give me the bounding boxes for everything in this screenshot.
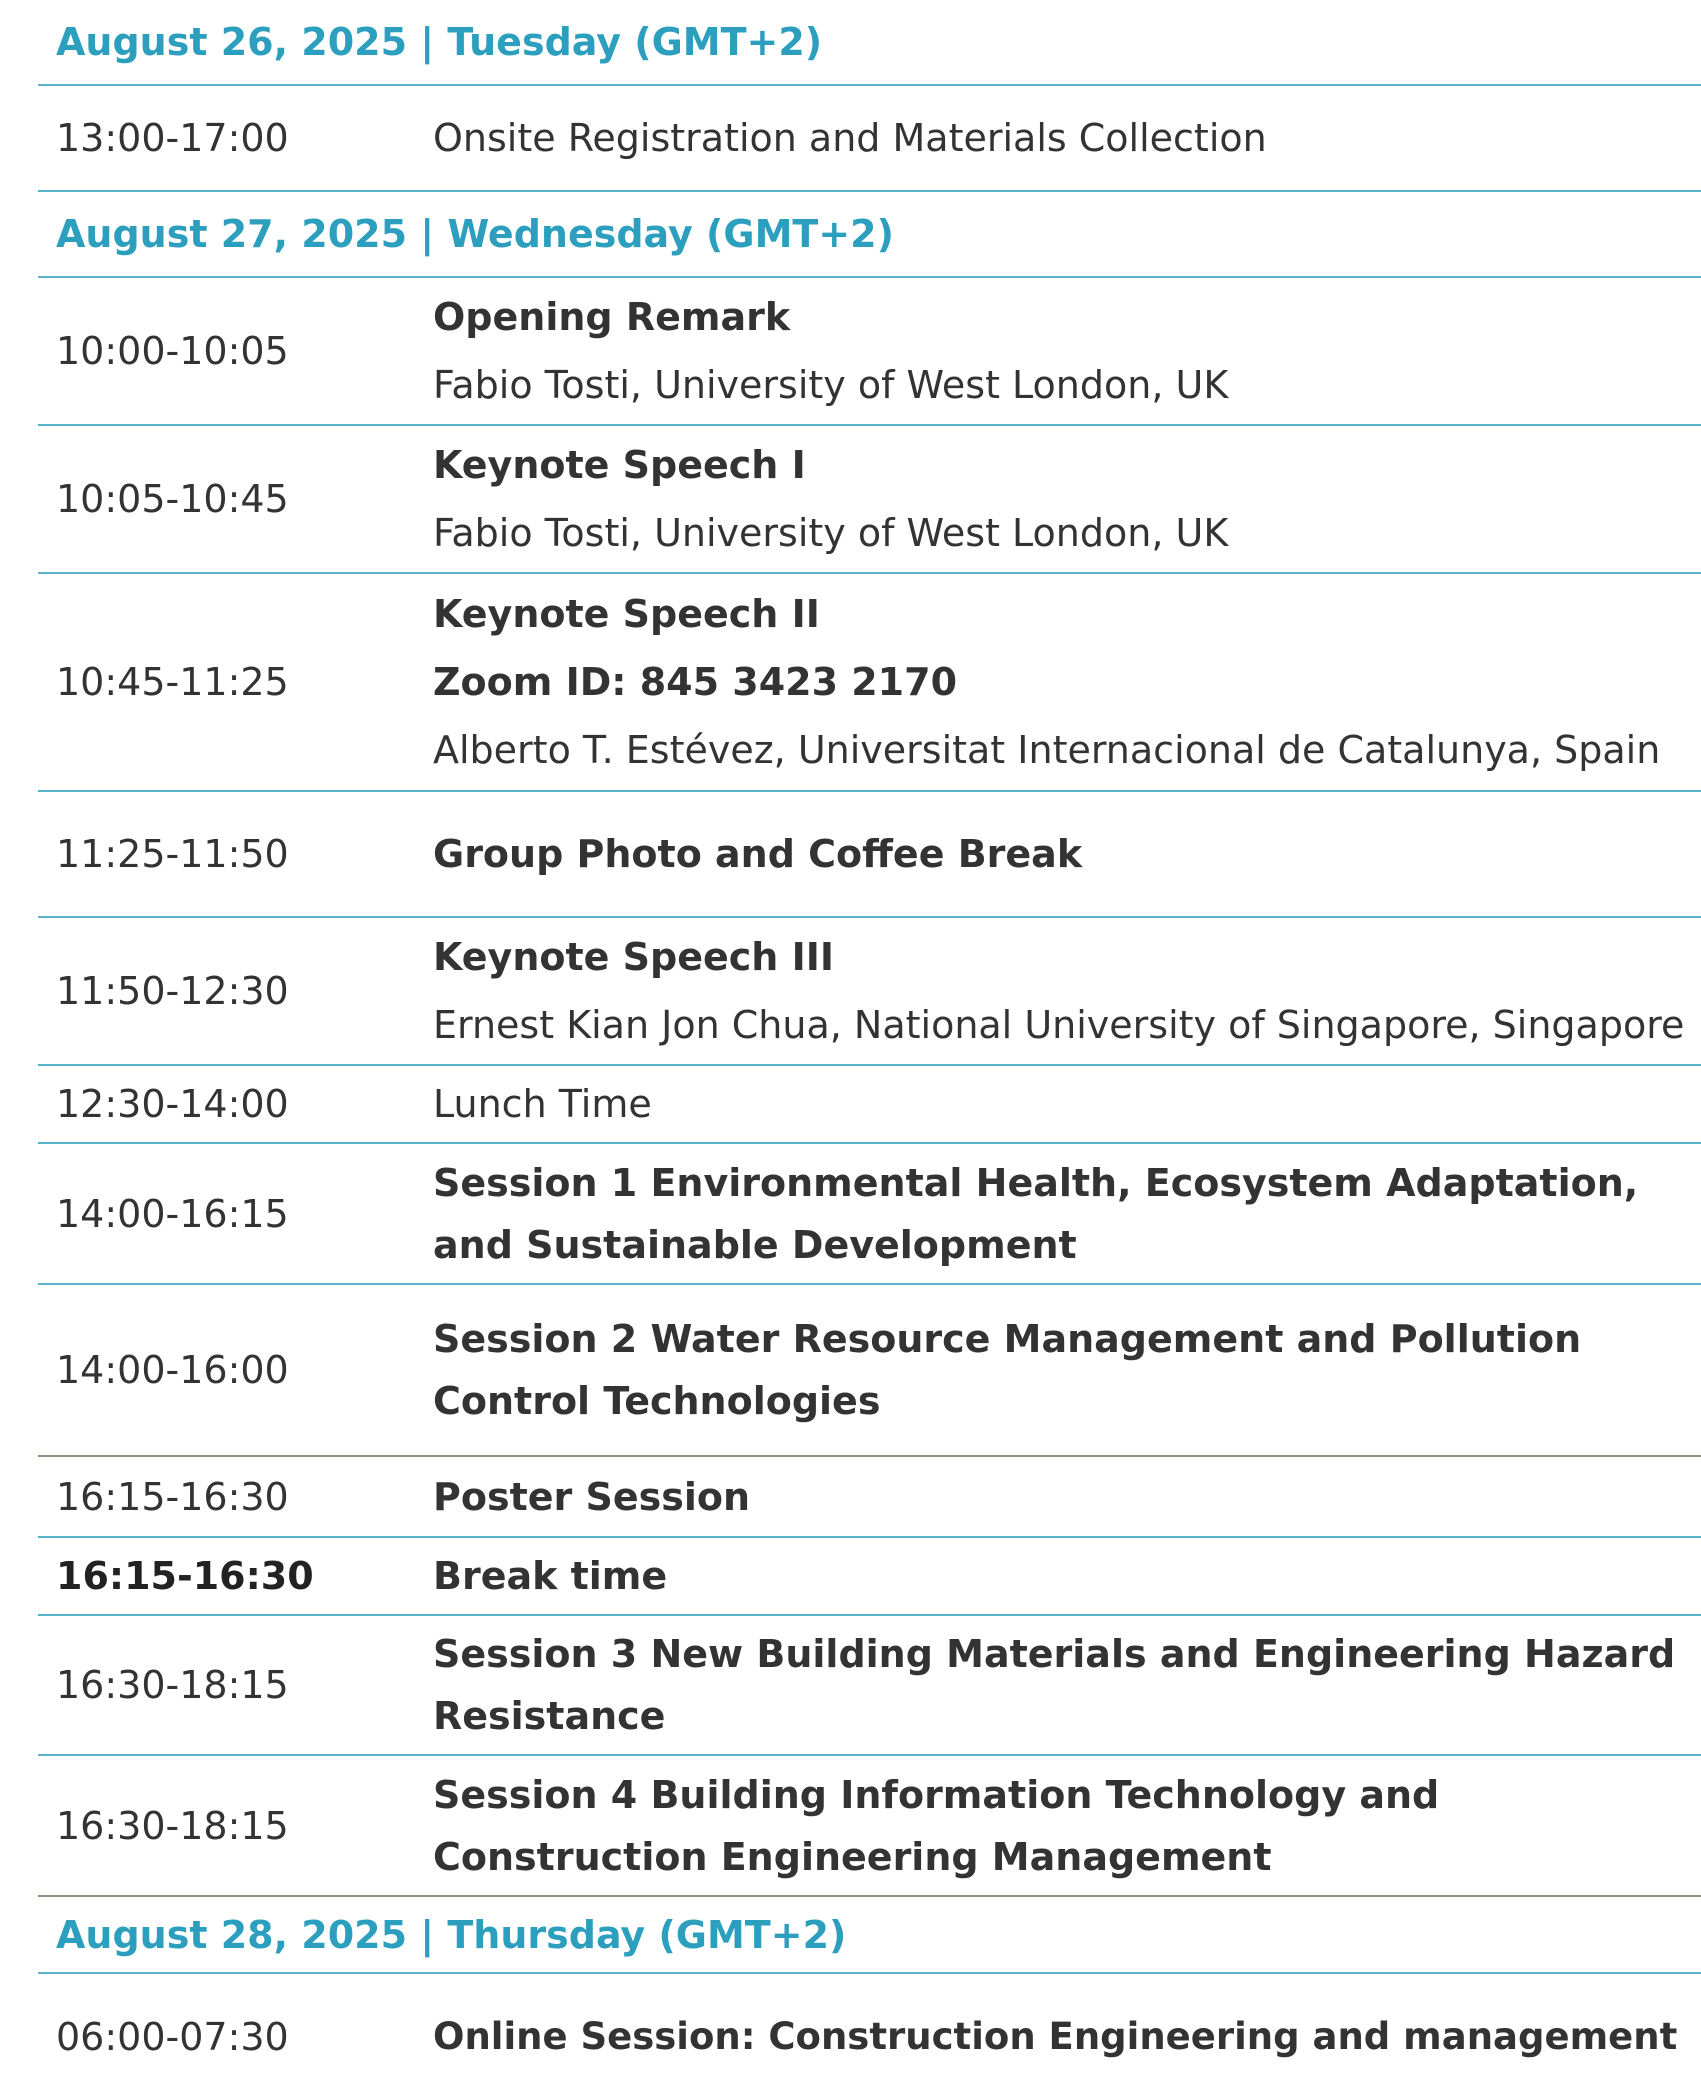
day-header [38, 1897, 1701, 1974]
schedule-row [38, 1066, 1701, 1144]
schedule-row [38, 792, 1701, 918]
event-details [433, 2003, 1701, 2071]
event-title: Keynote Speech II [433, 592, 820, 636]
day-header [38, 0, 1701, 86]
event-details [433, 1152, 1701, 1276]
schedule-row [38, 1457, 1701, 1538]
day-title: August 26, 2025 | Tuesday (GMT+2) [56, 20, 823, 64]
event-title: Keynote Speech I [433, 443, 806, 487]
event-details [433, 1070, 1701, 1138]
event-detail: Ernest Kian Jon Chua, National University of Singapore, Singapore [433, 1003, 1685, 1047]
schedule-row [38, 1756, 1701, 1897]
event-title: Session 3 New Building Materials and Engineering Hazard Resistance [433, 1632, 1676, 1738]
time-slot: 10:05-10:45 [56, 477, 289, 521]
schedule-row [38, 1974, 1701, 2100]
event-detail: Alberto T. Estévez, Universitat Internacional de Catalunya, Spain [433, 728, 1661, 772]
event-title: Group Photo and Coffee Break [433, 832, 1083, 876]
event-title: Session 2 Water Resource Management and Pollution Control Technologies [433, 1317, 1582, 1423]
schedule-row [38, 86, 1701, 192]
agenda-table [38, 0, 1701, 2100]
schedule-row [38, 1144, 1701, 1285]
event-title: Session 1 Environmental Health, Ecosystem Adaptation, and Sustainable Development [433, 1160, 1639, 1267]
event-details [433, 431, 1701, 567]
time-slot: 10:45-11:25 [56, 660, 289, 704]
day-title: August 28, 2025 | Thursday (GMT+2) [56, 1912, 847, 1957]
event-title: Poster Session [433, 1474, 751, 1519]
event-details [433, 1542, 1701, 1610]
event-title: Online Session: Construction Engineering and management [433, 2015, 1678, 2058]
time-slot: 13:00-17:00 [56, 116, 289, 160]
event-details [433, 580, 1701, 784]
event-detail: Onsite Registration and Materials Collection [433, 116, 1267, 160]
time-slot: 14:00-16:00 [56, 1348, 289, 1392]
day-title: August 27, 2025 | Wednesday (GMT+2) [56, 212, 894, 256]
schedule-row [38, 426, 1701, 574]
time-slot: 12:30-14:00 [56, 1082, 289, 1126]
time-slot: 11:25-11:50 [56, 832, 289, 876]
schedule-row [38, 278, 1701, 426]
event-detail: Fabio Tosti, University of West London, UK [433, 511, 1229, 555]
time-slot: 16:15-16:30 [56, 1474, 289, 1519]
time-slot: 10:00-10:05 [56, 329, 289, 373]
event-detail: Fabio Tosti, University of West London, UK [433, 363, 1229, 407]
time-slot: 14:00-16:15 [56, 1191, 289, 1236]
time-slot: 16:30-18:15 [56, 1663, 289, 1707]
event-title: Keynote Speech III [433, 935, 834, 979]
event-title: Opening Remark [433, 295, 791, 339]
time-slot: 11:50-12:30 [56, 969, 289, 1013]
event-title: Break time [433, 1554, 668, 1598]
event-details [433, 1623, 1701, 1747]
event-details [433, 1463, 1701, 1531]
event-details [433, 1764, 1701, 1888]
event-details [433, 820, 1701, 888]
event-detail: Lunch Time [433, 1082, 652, 1126]
time-slot: 16:15-16:30 [56, 1554, 314, 1598]
schedule-row [38, 1285, 1701, 1457]
schedule-row [38, 1616, 1701, 1756]
time-slot: 16:30-18:15 [56, 1803, 289, 1848]
event-details [433, 283, 1701, 419]
schedule-row [38, 574, 1701, 792]
event-details [433, 104, 1701, 172]
event-details [433, 1308, 1701, 1432]
day-header [38, 192, 1701, 278]
time-slot: 06:00-07:30 [56, 2015, 289, 2059]
event-title: Session 4 Building Information Technology and Construction Engineering Management [433, 1772, 1440, 1879]
event-title: Zoom ID: 845 3423 2170 [433, 660, 958, 704]
schedule-row [38, 1538, 1701, 1616]
schedule-row [38, 918, 1701, 1066]
event-details [433, 923, 1701, 1059]
